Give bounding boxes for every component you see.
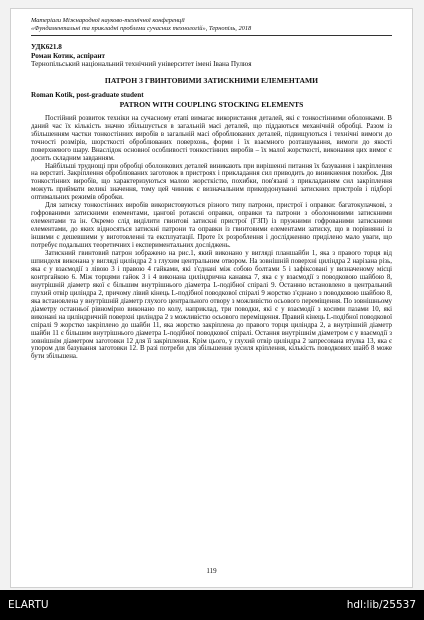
udc-code: УДК621.8 [31,43,62,52]
paragraph-3: Для затиску тонкостінних виробів використовуються різного типу патрони, пристрої і оправки: багатокулачкові, з гофрованими затискними елементами, цанговї ротаксні оправки, оправки та патрони з оболонковими затискними елементами та ін. Окремо слід виділити гвинтові затискні пристрої (ГЗП) із пружними гофрованими затискними елементами, до яких відносяться затискні патрони та оправки із гвинтовими елементами затиску, що в порівнянні із іншими є дешевшими у виготовленні та експлуатації. Проте їх розроблення і дослідженню приділено мало уваги, що потребує подальших теоретичних і експериментальних досліджень. [31,202,392,250]
page-number: 119 [206,567,217,575]
header-line-2: «Фундаментальні та прикладні проблеми сучасних технологій», Тернопіль, 2018 [31,24,252,32]
conference-header [31,17,392,32]
paragraph-4: Затискний гвинтовий патрон зображено на рис.1, який виконано у вигляді планшайби 1, яка з правого торця від шпинделя виконана у вигляді циліндра 2 з глухим центральним отвором. На зовнішній поверхні циліндра 2 нарізана різь, яка є у взаємодії з лівою 3 і правою 4 гайками, які з'єднані між собою болтами 5 і зафіксовані у визначеному місці контргайкою 6. Між торцями гайок 3 і 4 виконана циліндрична канавка 7, яка є у взаємодії з поводковою шайбою 8, внутрішній діаметр якої є більшим внутрішнього діаметра L-подібної спіралі 9. Останню встановлено в центральний глухий отвір циліндра 2, причому лівий кінець L-подібної поводкової спіралі 9 жорстко з'єднано з поводковою шайбою 8, яка встановлена у внутрішній діаметр глухого центрального отвору з можливістю осьового переміщення. По зовнішньому діаметру останньої рівномірно виконано по колу, наприклад, три поводки, які є у взаємодії з косими пазами 10, які виконані на циліндричній поверхні циліндра 2 з можливістю осьового переміщення. Правий кінець L-подібної поводкової спіралі 9 жорстко закріплено до шайби 11, яка жорстко закріплена до правого торця циліндра 2, а внутрішній діаметр шайби 11 є більшим внутрішнього діаметра L-подібної поводкової спіралі. Остання внутрішнім діаметром є у взаємодії з зовнішнім діаметром заготовки 12 для її закріплення. Крім цього, у глухий отвір циліндра 2 запресована втулка 13, яка є упором для базування заготовки 12. В разі потреби для збільшення зусиля кріплення, кількість поводкових шайб 8 може бути збільшена. [31,250,392,361]
title-uk: ПАТРОН З ГВИНТОВИМИ ЗАТИСКНИМИ ЕЛЕМЕНТАМИ [104,76,319,86]
document-page [10,8,413,588]
author-en: Roman Kotik, post-graduate student [31,91,144,100]
affiliation-uk: Тернопільський національний технічний університет імені Івана Пулюя [31,60,252,68]
repository-footer [0,590,424,620]
header-line-1: Матеріали Міжнародної науково-технічної конференції [31,17,185,24]
author-uk: Роман Котик, аспірант [31,51,105,60]
title-en: PATRON WITH COUPLING STOCKING ELEMENTS [119,99,304,109]
header-rule [31,35,392,36]
footer-left-label: ELARTU [8,599,49,611]
footer-handle-link[interactable]: hdl:lib/25537 [346,599,416,611]
paragraph-2: Найбільші труднощі при обробці оболонкових деталей виникають при вирішенні питання їх базування і закріплення на верстаті. Закріплення оброблюваних заготовок в пристроях і прикладання сил приводить до виникнення похибок. Для тонкостінних виробів, що характеризуються малою жорсткістю, похибки, пов'язані з прикладанням сил закріплення можуть приймати великі значення, тому цей чинник є визначальним прикордонуванні затискних пристроїв і підборі оптимальних режимів обробки. [31,162,392,202]
article-body [31,115,392,362]
paragraph-1: Постійний розвиток техніки на сучасному етапі вимагає використання деталей, які є тонкостінними оболонками. В даний час їх кількість значно збільшується в загальній масі деталей, що піддаються механічній обробці. Разом із збільшенням частки тонкостінних виробів в загальній масі оброблюваних деталей, підвищуються і технічні вимоги до точності розмірів, шорсткості оброблюваних поверхонь, форми і їх взаємного розташування, вимоги до якості поверхневого шару. Внаслідок основної особливості тонкостінних виробів – їх малої жорсткості, виконання цих вимог є досить складним завданням. [31,114,392,162]
